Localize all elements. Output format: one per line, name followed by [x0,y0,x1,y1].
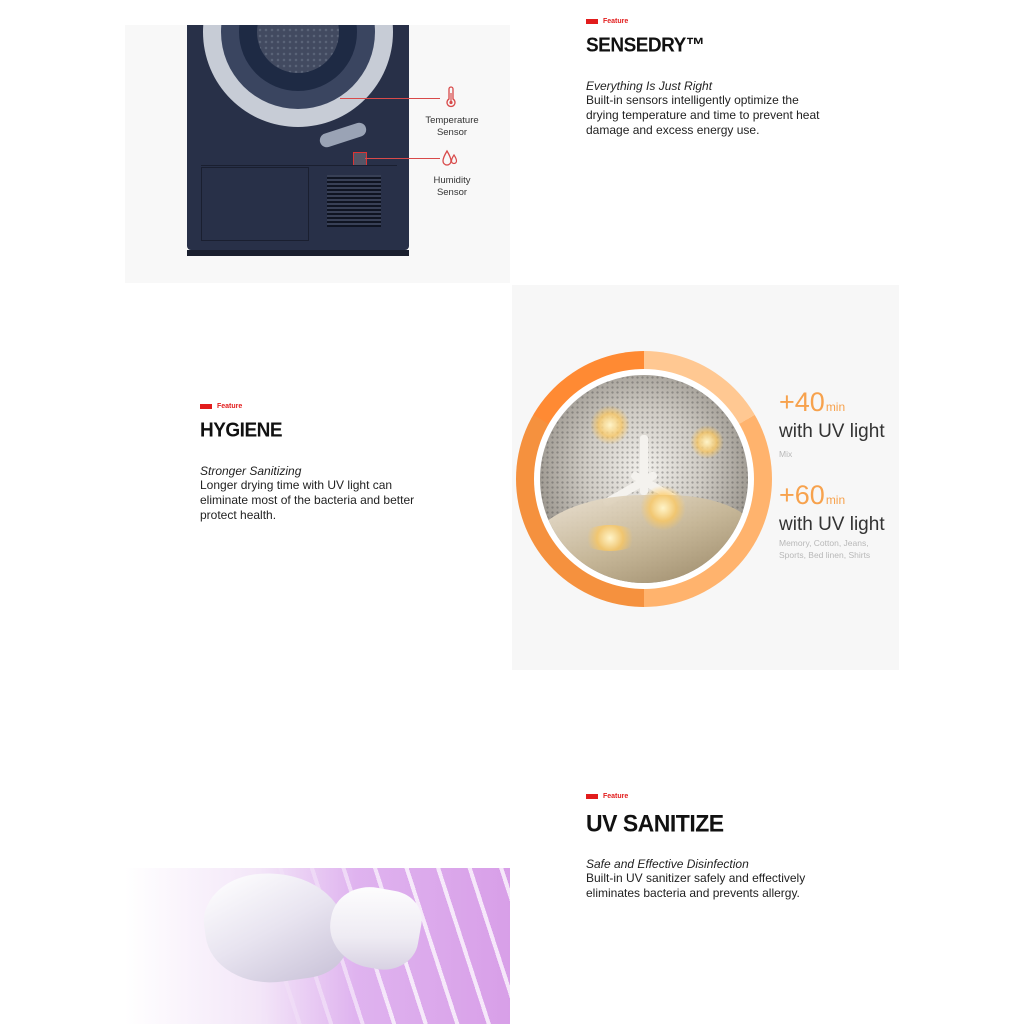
red-bar-icon [200,404,212,409]
uv-sanitize-feature [586,793,826,901]
uv-label: with UV light [779,421,885,442]
feature-title: UV SANITIZE [586,809,724,837]
sensedry-feature [586,18,826,138]
hygiene-feature [200,403,430,523]
drum-interior [540,375,748,583]
feature-description: Built-in UV sanitizer safely and effectively eliminates bacteria and prevents allergy. [586,871,806,900]
feature-tag: Feature [586,793,826,800]
humidity-sensor-marker [353,152,367,166]
vent-grille [327,175,381,227]
uv-label: with UV light [779,514,885,535]
feature-tag: Feature [200,403,430,410]
uv-time-40: +40min [779,387,846,417]
red-bar-icon [586,794,598,799]
feature-title: SENSEDRY™ [586,34,705,57]
uv-drum-image [512,285,899,670]
red-bar-icon [586,19,598,24]
humidity-sensor-label: Humidity Sensor [433,175,471,198]
uv-program-note: Mix [779,449,793,459]
thermometer-icon [442,86,460,108]
sensedry-image [125,25,510,283]
feature-tag: Feature [586,18,826,25]
feature-subtitle: Safe and Effective Disinfection [586,857,749,871]
uv-sanitize-image [125,868,510,1024]
door-handle [318,121,368,149]
feature-description: Longer drying time with UV light can eliminate most of the bacteria and better protect health. [200,478,415,522]
feature-title: HYGIENE [200,419,283,442]
uv-time-60: +60min [779,480,846,510]
feature-subtitle: Everything Is Just Right [586,79,713,93]
feature-subtitle: Stronger Sanitizing [200,464,302,478]
dryer-illustration [187,25,409,250]
droplets-icon [441,147,459,169]
feature-description: Built-in sensors intelligently optimize the drying temperature and time to prevent heat damage and excess energy use. [586,93,820,137]
filter-panel [201,167,309,241]
temperature-sensor-label: Temperature Sensor [425,115,479,138]
uv-program-note: Memory, Cotton, Jeans, Sports, Bed linen, Shirts [779,538,871,560]
